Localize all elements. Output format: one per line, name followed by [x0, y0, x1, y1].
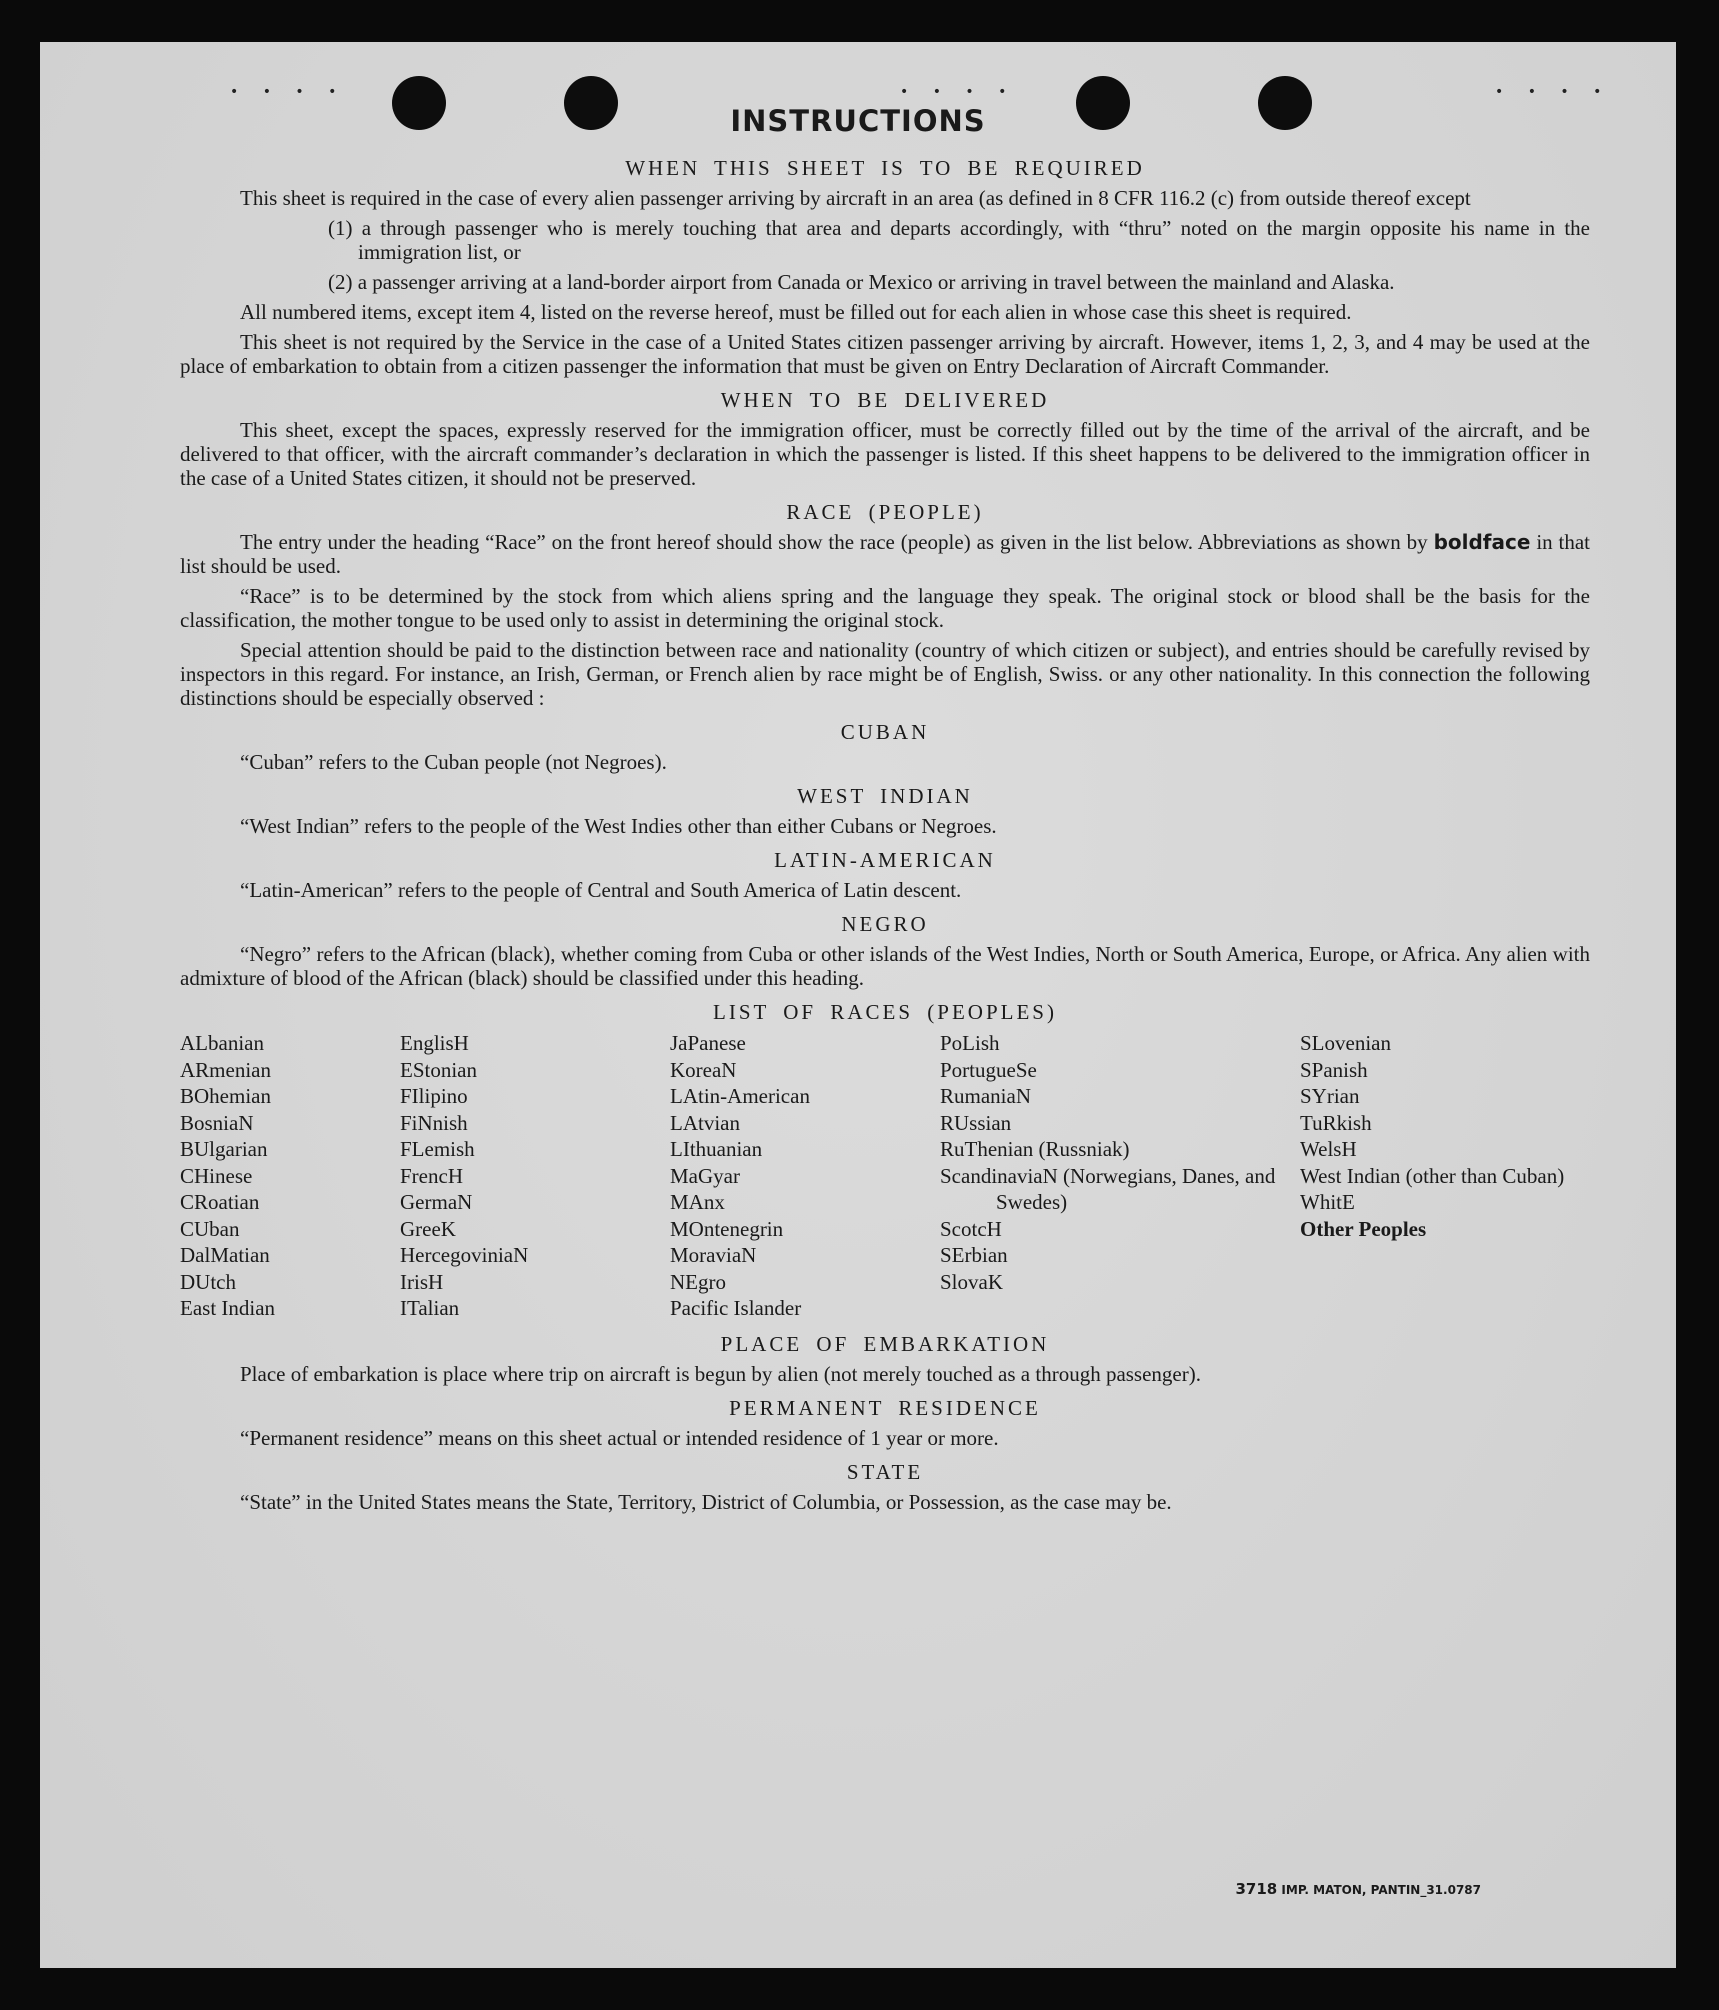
race-entry: JaPanese	[670, 1031, 746, 1055]
form-number: 3718	[1235, 1880, 1278, 1898]
race-entry: TuRkish	[1300, 1110, 1372, 1135]
paragraph: “Race” is to be determined by the stock from which aliens spring and the language they speak. The original stock or blood shall be the basis for the classification, the mother tongue to be used only to assist in determining the original stock.	[180, 584, 1590, 632]
text-span: in that list should be used.	[180, 530, 1591, 578]
race-entry: MOntenegrin	[670, 1216, 784, 1241]
race-entry: ScandinaviaN (Norwegians, Danes, and Swedes)	[940, 1163, 1276, 1214]
imprint-text: IMP. MATON, PANTIN_31.0787	[1281, 1883, 1481, 1897]
list-item: (2) a passenger arriving at a land-border airport from Canada or Mexico or arriving in travel between the mainland and Alaska.	[328, 270, 1395, 294]
race-entry: RuThenian (Russniak)	[940, 1137, 1130, 1161]
race-entry: Other Peoples	[1300, 1216, 1427, 1241]
paragraph	[180, 530, 1590, 578]
section-heading: LATIN-AMERICAN	[774, 848, 996, 872]
race-entry: SYrian	[1300, 1084, 1360, 1108]
page-title: INSTRUCTIONS	[730, 104, 986, 138]
paragraph: All numbered items, except item 4, listed on the reverse hereof, must be filled out for each alien in whose case this sheet is required.	[240, 300, 1352, 324]
section-heading: PLACE OF EMBARKATION	[720, 1331, 1050, 1356]
races-column	[400, 1030, 670, 1322]
section-heading: WEST INDIAN	[797, 784, 973, 808]
section-heading: LIST OF RACES (PEOPLES)	[713, 1000, 1057, 1024]
race-entry: CRoatian	[180, 1190, 260, 1214]
paragraph: “State” in the United States means the State, Territory, District of Columbia, or Possession, as the case may be.	[240, 1489, 1172, 1514]
race-entry: NEgro	[670, 1269, 726, 1294]
race-entry: MaGyar	[670, 1163, 740, 1188]
race-entry: GreeK	[400, 1216, 456, 1241]
section-heading: RACE (PEOPLE)	[786, 500, 984, 524]
race-entry: CUban	[180, 1216, 240, 1241]
race-entry: FIlipino	[400, 1084, 468, 1108]
race-entry: ARmenian	[180, 1057, 271, 1082]
races-column	[670, 1030, 940, 1322]
race-entry: LAtvian	[670, 1110, 740, 1135]
race-entry: SlovaK	[940, 1269, 1003, 1294]
race-entry: EnglisH	[400, 1031, 469, 1055]
paragraph: “Permanent residence” means on this sheet actual or intended residence of 1 year or more.	[240, 1425, 999, 1450]
race-entry: FiNnish	[400, 1110, 468, 1135]
paragraph: “Latin-American” refers to the people of Central and South America of Latin descent.	[240, 878, 962, 902]
race-entry: SPanish	[1300, 1057, 1368, 1082]
paragraph: Place of embarkation is place where trip on aircraft is begun by alien (not merely touched as a through passenger).	[240, 1361, 1201, 1386]
races-column	[1300, 1030, 1565, 1322]
race-entry: EStonian	[400, 1057, 477, 1082]
list-item: (1) a through passenger who is merely touching that area and departs accordingly, with “thru” noted on the margin opposite his name in the immigration list, or	[328, 216, 1590, 264]
margin-dots: • • • •	[230, 84, 347, 100]
race-entry: HercegoviniaN	[400, 1243, 529, 1267]
race-entry: MoraviaN	[670, 1243, 757, 1267]
text-span: The entry under the heading “Race” on the front hereof should show the race (people) as given in the list below. Abbreviations as shown by	[240, 530, 1428, 554]
race-entry: WhitE	[1300, 1190, 1355, 1214]
race-entry: ITalian	[400, 1296, 460, 1320]
race-entry: RumaniaN	[940, 1084, 1031, 1108]
race-entry: DalMatian	[180, 1243, 270, 1267]
race-entry: PortugueSe	[940, 1057, 1037, 1082]
race-entry: RUssian	[940, 1110, 1012, 1135]
race-entry: FLemish	[400, 1137, 475, 1161]
race-entry: East Indian	[180, 1296, 276, 1320]
race-entry: LAtin-American	[670, 1084, 810, 1108]
race-entry: MAnx	[670, 1190, 725, 1214]
race-entry: CHinese	[180, 1163, 253, 1188]
race-entry: PoLish	[940, 1031, 1000, 1055]
race-entry: ScotcH	[940, 1216, 1002, 1241]
paragraph: “Cuban” refers to the Cuban people (not Negroes).	[240, 750, 667, 774]
race-entry: West Indian (other than Cuban)	[1300, 1163, 1565, 1188]
boldface-word: boldface	[1433, 530, 1531, 554]
section-heading: WHEN THIS SHEET IS TO BE REQUIRED	[625, 156, 1145, 180]
section-heading: WHEN TO BE DELIVERED	[720, 388, 1050, 412]
section-heading: PERMANENT RESIDENCE	[729, 1395, 1041, 1420]
margin-dots: • • • •	[900, 84, 1017, 100]
race-entry: ALbanian	[180, 1031, 264, 1055]
paragraph: This sheet is required in the case of every alien passenger arriving by aircraft in an area (as defined in 8 CFR 116.2 (c) from outside thereof except	[240, 186, 1471, 210]
race-entry: SLovenian	[1300, 1031, 1391, 1055]
race-entry: BosniaN	[180, 1110, 254, 1135]
race-entry: WelsH	[1300, 1137, 1357, 1161]
paragraph: This sheet is not required by the Service in the case of a United States citizen passenger arriving by aircraft. However, items 1, 2, 3, and 4 may be used at the place of embarkation to obtain from a citizen passenger the information that must be given on Entry Declaration of Aircraft Commander.	[180, 330, 1590, 378]
race-entry: BOhemian	[180, 1084, 271, 1108]
race-entry: IrisH	[400, 1269, 444, 1294]
race-entry: SErbian	[940, 1243, 1008, 1267]
race-entry: LIthuanian	[670, 1137, 763, 1161]
paragraph: “West Indian” refers to the people of the West Indies other than either Cubans or Negroes.	[240, 814, 997, 838]
section-heading: STATE	[846, 1459, 924, 1484]
paragraph: This sheet, except the spaces, expressly reserved for the immigration officer, must be correctly filled out by the time of the arrival of the aircraft, and be delivered to that officer, with the aircraft commander’s declaration in which the passenger is listed. If this sheet happens to be delivered to the immigration officer in the case of a United States citizen, it should not be preserved.	[180, 418, 1590, 490]
document-page	[40, 42, 1676, 1968]
paragraph: “Negro” refers to the African (black), whether coming from Cuba or other islands of the West Indies, North or South America, Europe, or Africa. Any alien with admixture of blood of the African (black) should be classified under this heading.	[180, 942, 1590, 990]
race-entry: GermaN	[400, 1190, 473, 1214]
race-entry: DUtch	[180, 1269, 236, 1294]
section-heading: CUBAN	[840, 720, 930, 744]
races-column	[940, 1030, 1300, 1322]
race-entry: KoreaN	[670, 1057, 737, 1082]
section-heading: NEGRO	[841, 912, 929, 936]
race-entry: BUlgarian	[180, 1137, 268, 1161]
paragraph: Special attention should be paid to the distinction between race and nationality (country of which citizen or subject), and entries should be carefully revised by inspectors in this regard. For instance, an Irish, German, or French alien by race might be of English, Swiss. or any other nationality. In this connection the following distinctions should be especially observed :	[180, 638, 1590, 710]
printer-imprint	[1235, 1880, 1481, 1898]
race-entry: Pacific Islander	[670, 1296, 802, 1320]
race-entry: FrencH	[400, 1163, 463, 1188]
instructions-body	[180, 146, 1590, 1520]
races-list	[180, 1030, 1590, 1322]
margin-dots: • • • •	[1495, 84, 1612, 100]
races-column	[180, 1030, 400, 1322]
